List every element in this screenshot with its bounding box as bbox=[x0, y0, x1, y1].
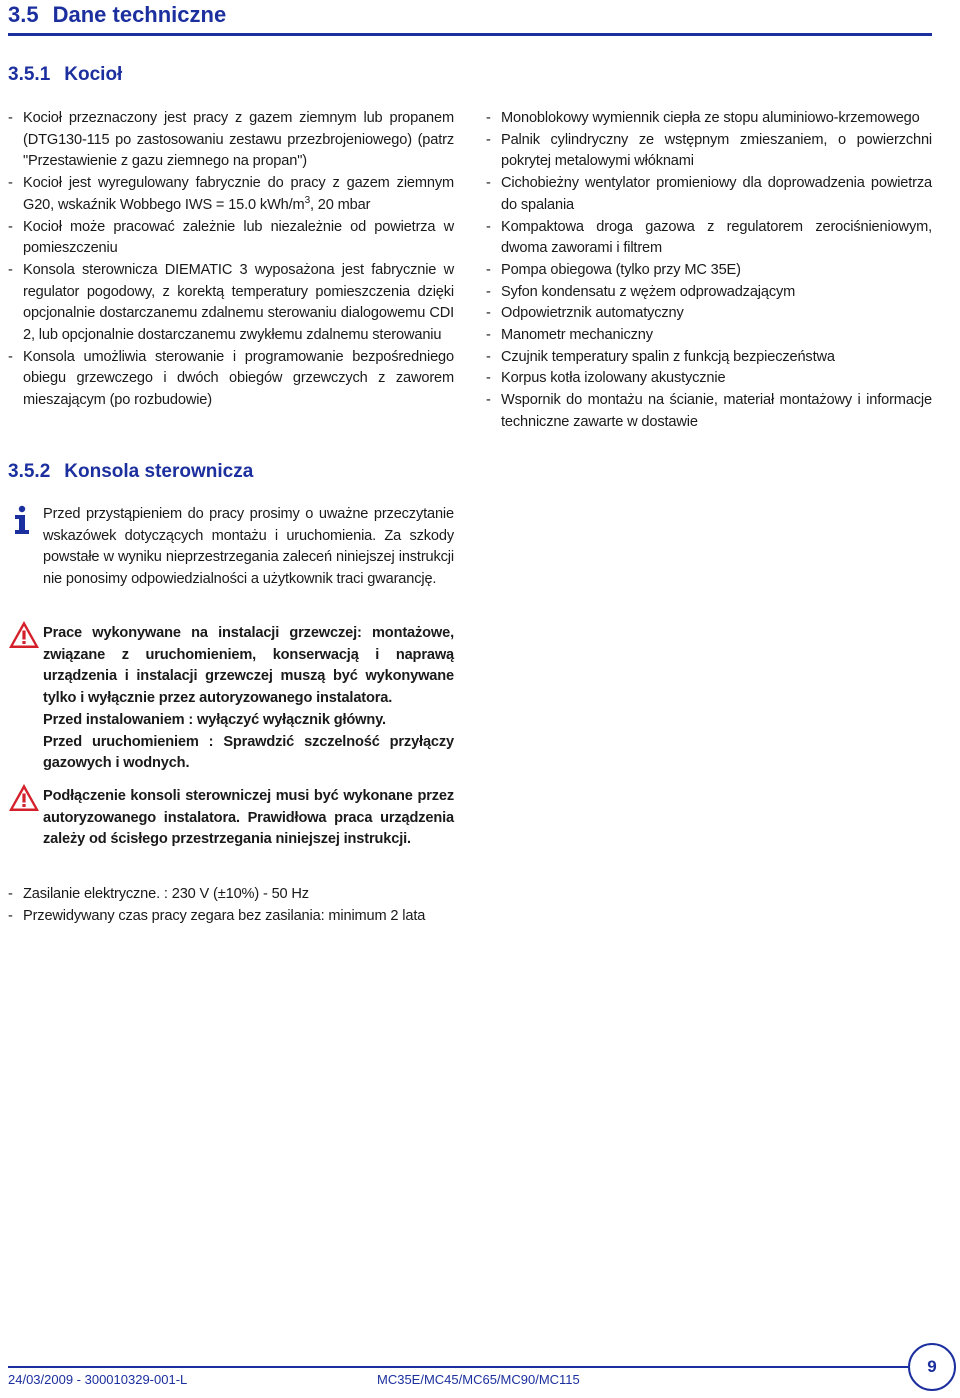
subsection-number: 3.5.1 bbox=[8, 64, 51, 85]
list-item: - Monoblokowy wymiennik ciepła ze stopu aluminiowo-krzemowego bbox=[486, 108, 932, 130]
footer-rule bbox=[8, 1366, 908, 1368]
list-item: - Kocioł przeznaczony jest pracy z gazem ziemnym lub propanem (DTG130-115 po zastosowaniu zestawu przezbrojeniowego) (patrz "Przestawienie z gazu ziemnego na propan") bbox=[8, 108, 454, 173]
subsection-title-kociol bbox=[8, 64, 122, 86]
section-title bbox=[8, 2, 226, 28]
subsection-title-text: Konsola sterownicza bbox=[64, 461, 254, 482]
list-item: - Zasilanie elektryczne. : 230 V (±10%) - 50 Hz bbox=[8, 884, 468, 906]
page-number bbox=[908, 1343, 956, 1391]
list-item: - Konsola sterownicza DIEMATIC 3 wyposażona jest fabrycznie w regulator pogodowy, z korektą temperatury pomieszczenia dzięki opcjonalnie dostarczanemu zdalnemu sterowaniu dialogowemu CDI 2, lub opcjonalnie dostarczanemu zwykłemu zdalnemu sterowaniu bbox=[8, 260, 454, 347]
list-item: - Kocioł jest wyregulowany fabrycznie do pracy z gazem ziemnym G20, wskaźnik Wobbego IWS = 15.0 kWh/$m^3$, 20 mbar bbox=[8, 173, 454, 216]
list-item: - Kocioł może pracować zależnie lub niezależnie od powietrza w pomieszczeniu bbox=[8, 217, 454, 260]
warning-triangle-icon bbox=[8, 782, 40, 814]
power-supply-list bbox=[8, 884, 468, 927]
list-item: - Przewidywany czas pracy zegara bez zasilania: minimum 2 lata bbox=[8, 906, 468, 928]
list-item: - Kompaktowa droga gazowa z regulatorem zerociśnieniowym, dwoma zaworami i filtrem bbox=[486, 217, 932, 260]
subsection-title-text: Kocioł bbox=[64, 64, 123, 85]
list-item: - Palnik cylindryczny ze wstępnym zmieszaniem, o powierzchni pokrytej metalowymi włóknami bbox=[486, 130, 932, 173]
info-icon bbox=[8, 504, 40, 536]
warning-text: Przed uruchomieniem : Sprawdzić szczelność przyłączy gazowych i wodnych. bbox=[43, 733, 454, 772]
info-note bbox=[8, 504, 454, 591]
header-rule bbox=[8, 33, 932, 36]
warning-text: Przed instalowaniem : wyłączyć wyłącznik główny. bbox=[43, 711, 386, 728]
section-number: 3.5 bbox=[8, 2, 39, 27]
boiler-features-list-right bbox=[486, 108, 932, 434]
boiler-features-list-left bbox=[8, 108, 454, 412]
subsection-number: 3.5.2 bbox=[8, 461, 51, 482]
list-item: - Wspornik do montażu na ścianie, materiał montażowy i informacje techniczne zawarte w dostawie bbox=[486, 390, 932, 433]
list-item: - Odpowietrznik automatyczny bbox=[486, 303, 932, 325]
list-item: - Syfon kondensatu z wężem odprowadzającym bbox=[486, 282, 932, 304]
list-item: - Czujnik temperatury spalin z funkcją bezpieczeństwa bbox=[486, 347, 932, 369]
footer-document-id: 24/03/2009 - 300010329-001-L bbox=[8, 1372, 188, 1387]
warning-triangle-icon bbox=[8, 619, 40, 651]
list-item: - Konsola umożliwia sterowanie i programowanie bezpośredniego obiegu grzewczego i dwóch obiegów grzewczych z zaworem mieszającym (po rozbudowie) bbox=[8, 347, 454, 412]
section-title-text: Dane techniczne bbox=[52, 2, 227, 27]
footer-model-list: MC35E/MC45/MC65/MC90/MC115 bbox=[377, 1372, 580, 1387]
warning-note-installation bbox=[8, 623, 454, 775]
info-note-text: Przed przystąpieniem do pracy prosimy o uważne przeczytanie wskazówek dotyczących montażu i uruchomienia. Za szkody powstałe w wyniku nieprzestrzegania zaleceń niniejszej instrukcji nie ponosimy odpowiedzialności a użytkownik traci gwarancję. bbox=[43, 506, 454, 588]
warning-note-console bbox=[8, 786, 454, 851]
list-item: - Manometr mechaniczny bbox=[486, 325, 932, 347]
list-item: - Pompa obiegowa (tylko przy MC 35E) bbox=[486, 260, 932, 282]
warning-text: Podłączenie konsoli sterowniczej musi być wykonane przez autoryzowanego instalatora. Prawidłowa praca urządzenia zależy od ścisłego przestrzegania niniejszej instrukcji. bbox=[43, 788, 454, 848]
subsection-title-konsola bbox=[8, 461, 253, 483]
page-number-text: 9 bbox=[927, 1357, 937, 1376]
list-item: - Cichobieżny wentylator promieniowy dla doprowadzenia powietrza do spalania bbox=[486, 173, 932, 216]
warning-text: Prace wykonywane na instalacji grzewczej: montażowe, związane z uruchomieniem, konserwacją i naprawą urządzenia i instalacji grzewczej muszą być wykonywane tylko i wyłącznie przez autoryzowanego instalatora. bbox=[43, 625, 454, 707]
list-item: - Korpus kotła izolowany akustycznie bbox=[486, 368, 932, 390]
